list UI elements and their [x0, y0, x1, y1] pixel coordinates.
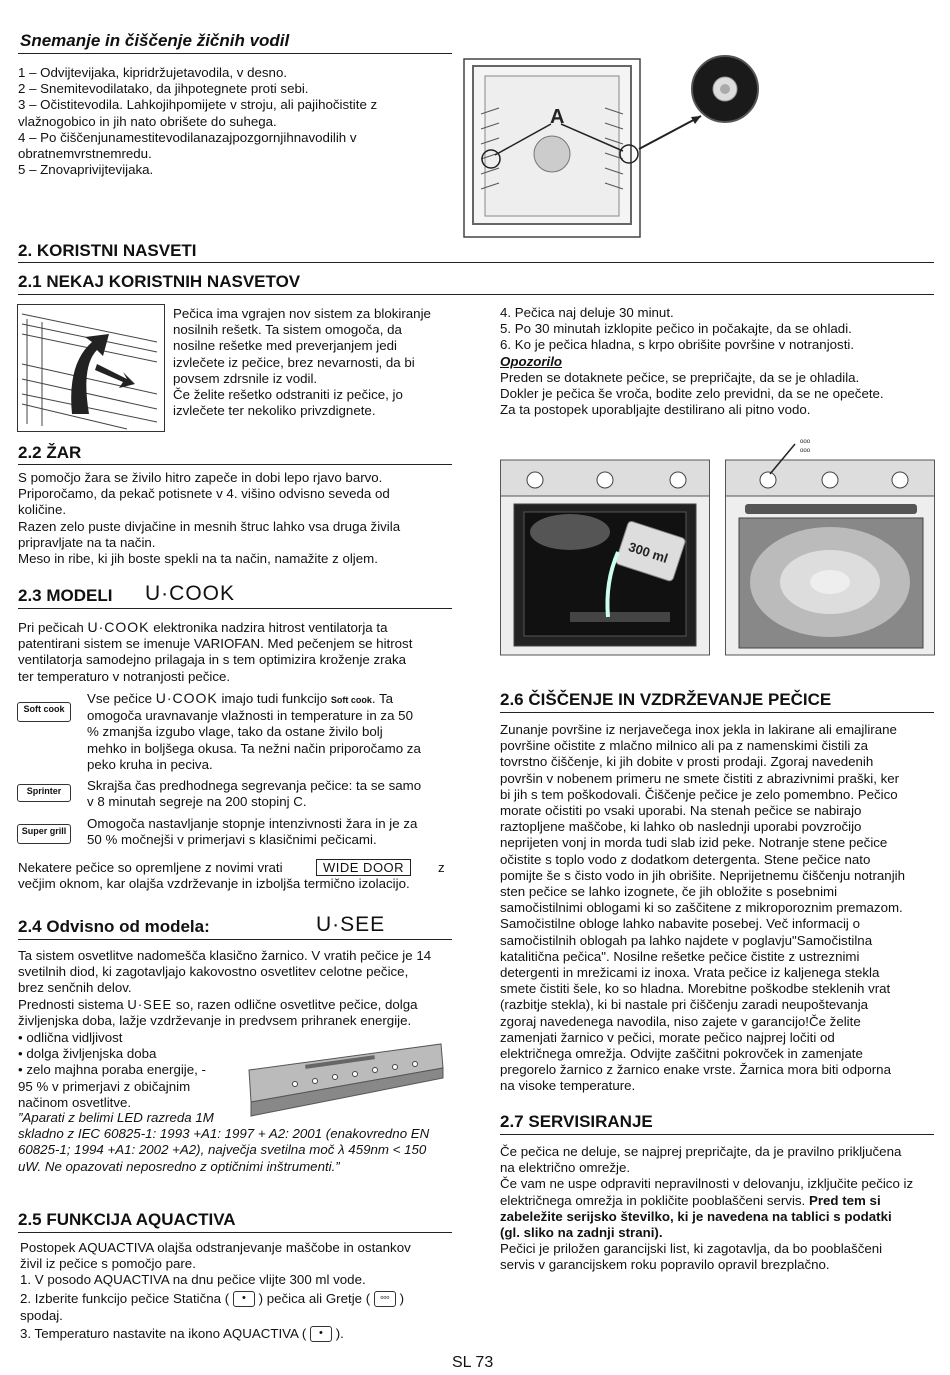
divider — [18, 608, 452, 609]
grill-text — [18, 470, 448, 567]
text-line: površin v nobenem primeru ne smete čistiti z abrazivnimi praški, ker — [500, 770, 900, 786]
divider — [500, 1134, 934, 1135]
ucook-logo-inline: U·COOK — [155, 690, 218, 706]
shelf-figure — [17, 304, 165, 432]
text-line: v 8 minutah segreje na 200 stopinj C. — [87, 794, 307, 810]
text-line: Razen zelo puste divjačine in mesnih štruc lahko vsa druga živila — [18, 518, 401, 534]
text-line: Dokler je pečica še vroča, bodite zelo previdni, da se ne opečete. — [500, 386, 884, 402]
text-line: ventilatorja samodejno prilagaja in s tem optimizira kroženje zraka — [18, 652, 407, 668]
divider — [500, 712, 934, 713]
text-line: na visoke temperature. — [500, 1078, 636, 1094]
sprinter-text — [87, 778, 451, 810]
text-line: smete čistiti šele, ko so hladna. Morebitne poškodbe steklenih vrat — [500, 981, 891, 997]
text-line: S pomočjo žara se živilo hitro zapeče in dobi lepo rjavo barvo. — [18, 470, 383, 485]
text-line: povsem zdrsnile iz vodil. — [173, 370, 318, 386]
rails-step: 3 – Očistitevodila. Lahkojihpomijete v stroju, ali pajihočistite z — [18, 97, 378, 113]
rails-step: 1 – Odvijtevijaka, kipridržujetavodila, v desno. — [18, 65, 288, 80]
text-line: % zmanjša izgubo vlage, tako da ostane živilo bolj — [87, 724, 383, 740]
text-line: zgoraj navedenega navodila, niso zajete v garancijo!Če želite — [500, 1013, 861, 1029]
text-line: svetilnih diod, ki zagotavljajo kakovostno osvetlitev celotne pečice, — [18, 964, 409, 980]
text-line: življenjska doba, lažje vzdrževanje in predvsem prihranek energije. — [18, 1012, 412, 1028]
text-segment-bold: Pred tem si — [808, 1192, 881, 1208]
text-line: ”Aparati z belimi LED razreda 1M — [18, 1110, 214, 1125]
text-segment: Vse pečice — [87, 691, 153, 706]
text-line: mehko in boljšega okusa. Ta nežni način priporočamo za — [87, 740, 421, 756]
text-line: pregorelo žarnico z žarnico enake vrste. Žarnica mora biti odporna — [500, 1062, 891, 1078]
text-segment: Prednosti sistema — [18, 996, 124, 1012]
rails-step: 2 – Snemitevodilatako, da jihpotegnete proti sebi. — [18, 81, 309, 97]
list-item: • dolga življenjska doba — [18, 1046, 157, 1062]
section-title-rails: Snemanje in čiščenje žičnih vodil — [20, 31, 290, 50]
text-line: Meso in ribe, ki jih boste spekli na ta način, namažite z oljem. — [18, 551, 378, 567]
text-segment: . Ta — [371, 691, 394, 706]
aquactiva-steps-cont — [500, 305, 934, 418]
text-segment: ) pečica ali Gretje ( — [258, 1290, 371, 1306]
rails-step: 4 – Po čiščenjunamestitevodilanazajpozgornjihnavodilih v — [18, 129, 357, 145]
rails-step: vlažnogobico in jih nato obrišete do suhega. — [18, 113, 277, 129]
text-line: spodaj. — [20, 1307, 63, 1323]
text-line: Preden se dotaknete pečice, se prepričajte, da se je ohladila. — [500, 369, 860, 385]
text-segment: imajo tudi funkcijo — [221, 691, 328, 706]
text-line: uW. Ne opazovati neposredno z optičnimi inštrumenti.” — [18, 1158, 340, 1174]
aquactiva-text — [20, 1240, 454, 1344]
text-line: Za ta postopek uporabljajte destilirano ali pitno vodo. — [500, 402, 811, 418]
text-line: detergenti in mrežicami iz inoxa. Vrata pečice iz kaljenega stekla — [500, 965, 880, 981]
section-title-grill: 2.2 ŽAR — [18, 443, 82, 462]
text-segment: 3. Temperaturo nastavite na ikono AQUACTIVA ( — [20, 1325, 307, 1341]
soft-cook-icon: Soft cook — [17, 702, 71, 722]
text-line: Če vam ne uspe odpraviti nepravilnosti v delovanju, izključite pečico iz — [500, 1176, 914, 1192]
text-line: na električno omrežje. — [500, 1160, 631, 1176]
text-line: pripravljate na ta način. — [18, 534, 156, 550]
text-line: pomijte še s čisto vodo in jih obrišite. Neprijetnemu čiščenju notranjih — [500, 867, 906, 883]
text-line: samočistilnimi oblogami ki so zaščitene z mikroporoznim premazom. — [500, 900, 903, 916]
wide-door-text — [18, 860, 448, 892]
text-line: večjim oknom, kar olajša vzdrževanje in izboljša termično izolacijo. — [18, 876, 410, 892]
text-line: sten pečice se lahko izognete, če jih obložite s posebnimi — [500, 884, 838, 900]
text-line: zamenjati žarnico v pečici, morate pečico najprej ločiti od — [500, 1029, 835, 1045]
section-title-cleaning: 2.6 ČIŠČENJE IN VZDRŽEVANJE PEČICE — [500, 690, 832, 709]
usee-logo-inline: U·SEE — [127, 996, 173, 1012]
text-line: 50 % močnejši v primerjavi s klasičnimi pečicami. — [87, 832, 377, 848]
aquactiva-figure — [500, 432, 935, 657]
svg-text:ᵒᵒᵒ: ᵒᵒᵒ — [800, 446, 811, 456]
text-line: omogoča uravnavanje vlažnosti in temperature in za 50 — [87, 708, 413, 724]
divider — [18, 294, 934, 295]
text-line: električnega omrežja. Odvijte zaščitni pokrovček in zamenjate — [500, 1046, 863, 1062]
text-line: 5. Po 30 minutah izklopite pečico in počakajte, da se ohladi. — [500, 321, 852, 337]
text-line: peko kruha in peciva. — [87, 756, 213, 772]
text-line: Postopek AQUACTIVA olajša odstranjevanje maščobe in ostankov — [20, 1240, 411, 1255]
soft-cook-inline-icon: Soft cook — [330, 695, 372, 705]
super-grill-icon: Super grill — [17, 824, 71, 844]
text-line: tovrstno čiščenje, ki jih dobite v prosti prodaji. Zgoraj navedenih — [500, 754, 874, 770]
wide-door-logo: WIDE DOOR — [316, 859, 411, 876]
text-segment: ) — [399, 1290, 405, 1306]
ucook-logo-inline: U·COOK — [87, 619, 150, 635]
text-line: Pečici je priložen garancijski list, ki zagotavlja, da bo pooblaščeni — [500, 1241, 883, 1257]
text-line: živil iz pečice s pomočjo pare. — [20, 1256, 196, 1272]
section-title-models: 2.3 MODELI — [18, 586, 113, 605]
led-text — [18, 948, 452, 1029]
text-line: količine. — [18, 502, 67, 518]
text-line: raztopljene maščobe, ki lahko ob naslednji uporabi povzročijo — [500, 819, 862, 835]
text-line: brez senčnih delov. — [18, 980, 132, 996]
text-segment: ). — [335, 1325, 344, 1341]
text-line: skladno z IEC 60825-1: 1993 +A1: 1997 + A2: 2001 (enakovredno EN — [18, 1126, 430, 1142]
text-line: morate očistiti po vsaki uporabi. Na stenah pečice se nabirajo — [500, 803, 862, 819]
text-segment: 2. Izberite funkcijo pečice Statična ( — [20, 1290, 230, 1306]
text-line: 1. V posodo AQUACTIVA na dnu pečice vlijte 300 ml vode. — [20, 1272, 366, 1288]
svg-text:ᵒᵒᵒ: ᵒᵒᵒ — [800, 437, 811, 447]
text-segment: z — [438, 860, 445, 875]
shelf-tip-text — [173, 306, 452, 419]
text-line: 4. Pečica naj deluje 30 minut. — [500, 305, 674, 320]
models-intro — [18, 619, 448, 685]
text-line: nosilne rešetke med preverjanjem jedi — [173, 338, 397, 354]
text-line: (razbitje stekla), ki bi nastale pri čiščenju zaradi neupoštevanja — [500, 997, 869, 1013]
section-title-aquactiva: 2.5 FUNKCIJA AQUACTIVA — [18, 1210, 236, 1229]
section-title-service: 2.7 SERVISIRANJE — [500, 1112, 653, 1131]
aquactiva-icon: • — [310, 1326, 332, 1342]
text-line: Priporočamo, da pekač potisnete v 4. višino odvisno seveda od — [18, 486, 390, 502]
text-line: katalitična pečica". Nosilne rešetke pečice čistite z ustreznimi — [500, 948, 860, 964]
text-line: Skrajša čas predhodnega segrevanja pečice: ta se samo — [87, 778, 422, 793]
text-line: servis v garancijskem roku popravilo opravil brezplačno. — [500, 1257, 830, 1273]
figure-label-a: A — [550, 106, 565, 128]
usee-logo: U·SEE — [316, 913, 386, 936]
rails-instructions — [18, 65, 448, 178]
list-item: 95 % v primerjavi z običajnim — [18, 1078, 191, 1094]
text-line: bi jih s tem poškodovali. Čiščenje pečice je zelo pomembno. Pečico — [500, 786, 898, 802]
text-line: očistite s toplo vodo z dodatkom detergenta. Stene pečice nato — [500, 851, 871, 867]
text-line: Samočistilne obloge lahko nabavite posebej. Več informacij o — [500, 916, 860, 932]
rails-step: 5 – Znovaprivijtevijaka. — [18, 162, 154, 178]
divider — [18, 53, 452, 54]
text-line: Zunanje površine iz nerjavečega inox jekla in lakirane ali emajlirane — [500, 722, 897, 737]
text-segment: Pri pečicah — [18, 620, 84, 635]
text-line: Če pečica ne deluje, se najprej prepričajte, da je pravilno priključena — [500, 1144, 902, 1159]
sprinter-icon: Sprinter — [17, 784, 71, 802]
text-line: nosilnih rešetk. Ta sistem omogoča, da — [173, 322, 402, 338]
static-icon: • — [233, 1291, 255, 1307]
cleaning-text — [500, 722, 934, 1095]
text-line: Če želite rešetko odstraniti iz pečice, jo — [173, 387, 403, 403]
soft-cook-text — [87, 690, 451, 773]
section-title-tips: 2. KORISTNI NASVETI — [18, 241, 197, 260]
text-line: samočistilnih oblogah pa lahko najdete v poglavju"Samočistilna — [500, 932, 873, 948]
led-strip-icon — [245, 1040, 445, 1120]
text-segment: Nekatere pečice so opremljene z novimi vrati — [18, 860, 283, 875]
divider — [18, 262, 934, 263]
oven-rails-figure — [463, 44, 763, 239]
text-line: Ta sistem osvetlitve nadomešča klasično žarnico. V vratih pečice je 14 — [18, 948, 432, 963]
text-line: Omogoča nastavljanje stopnje intenzivnosti žara in je za — [87, 816, 418, 831]
section-title-useful-tips: 2.1 NEKAJ KORISTNIH NASVETOV — [18, 272, 301, 291]
text-line: Pečica ima vgrajen nov sistem za blokiranje — [173, 306, 431, 321]
super-grill-text — [87, 816, 451, 848]
text-line: patentirani sistem se imenuje VARIOFAN. Med pečenjem se hitrost — [18, 636, 413, 652]
text-line-bold: (gl. sliko na zadnji strani). — [500, 1225, 663, 1241]
text-line: 6. Ko je pečica hladna, s krpo obrišite površine v notranjosti. — [500, 337, 855, 353]
text-line-bold: zabeležite serijsko številko, ki je navedena na tablici s podatki — [500, 1208, 892, 1224]
text-line: neprijeten vonj in morda tudi slab izid peke. Notranje stene pečice — [500, 835, 888, 851]
text-line: 60825-1; 1994 +A1: 2002 +A2), največja svetilna moč λ 459nm < 150 — [18, 1142, 427, 1158]
divider — [18, 464, 452, 465]
section-title-depends-model: 2.4 Odvisno od modela: — [18, 917, 210, 936]
list-item: • zelo majhna poraba energije, - — [18, 1062, 206, 1078]
divider — [18, 1232, 452, 1233]
warning-title: Opozorilo — [500, 353, 563, 369]
ucook-logo: U·COOK — [145, 582, 235, 605]
heating-icon: ᵒᵒᵒ — [374, 1291, 396, 1307]
list-item: načinom osvetlitve. — [18, 1094, 132, 1110]
text-line: ter temperaturo v notranjosti pečice. — [18, 668, 231, 684]
text-line: površine očistite z mlačno milnico ali pa z namenskimi čistili za — [500, 738, 869, 754]
led-disclaimer — [18, 1110, 452, 1175]
cup-label: 300 ml — [626, 539, 670, 566]
page-number: SL 73 — [452, 1354, 494, 1371]
service-text — [500, 1144, 934, 1274]
text-line: izvlečete iz pečice, brez nevarnosti, da bi — [173, 354, 415, 370]
text-line: izvlečete ter nekoliko privzdignete. — [173, 403, 376, 419]
led-benefits-list — [18, 1030, 238, 1111]
text-segment: so, razen odlične osvetlitve pečice, dolga — [175, 996, 418, 1012]
text-segment: električnega omrežja in pokličite pooblaščeni servis. — [500, 1192, 806, 1208]
rails-step: obratnemvrstnemredu. — [18, 146, 152, 162]
divider — [18, 939, 452, 940]
text-segment: elektronika nadzira hitrost ventilatorja ta — [153, 620, 388, 635]
list-item: • odlična vidljivost — [18, 1030, 123, 1045]
